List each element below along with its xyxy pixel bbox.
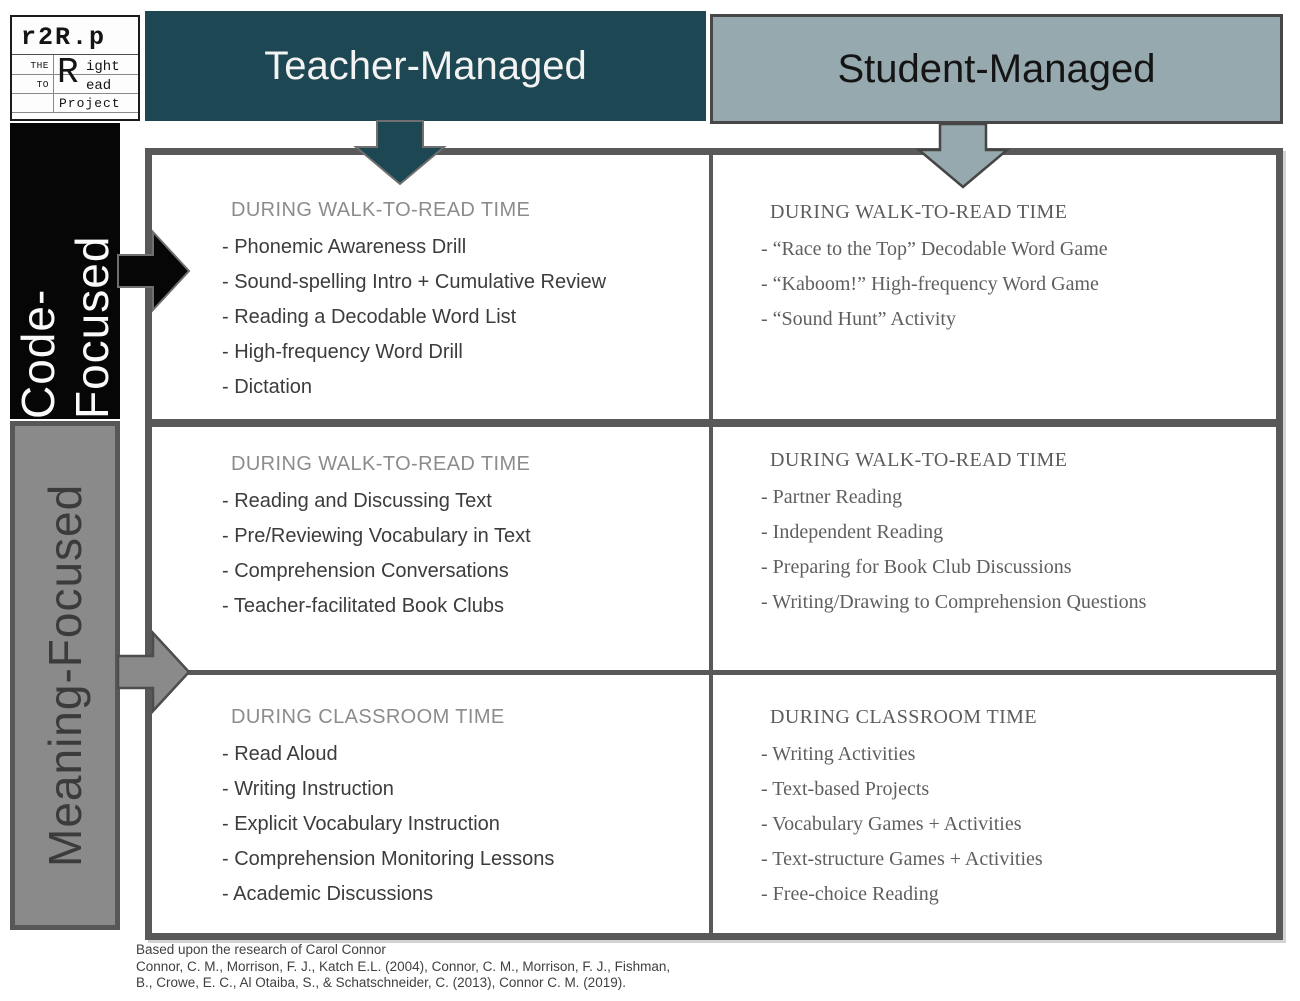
activity-list xyxy=(222,236,709,398)
meaning-right-arrow-icon xyxy=(117,625,191,719)
citation-line-2: Connor, C. M., Morrison, F. J., Katch E.L. (2004), Connor, C. M., Morrison, F. J., Fishman, xyxy=(136,958,671,974)
citation-line-1: Based upon the research of Carol Connor xyxy=(136,942,386,957)
cell-student-meaning-walk xyxy=(713,427,1276,670)
student-down-arrow-icon xyxy=(915,123,1011,189)
logo-big-r: R xyxy=(57,52,79,93)
activity-item: - Comprehension Monitoring Lessons xyxy=(222,848,555,870)
activity-item: - Dictation xyxy=(222,376,313,398)
grid-horizontal-divider-1 xyxy=(152,419,1276,427)
activity-item: - Writing/Drawing to Comprehension Questions xyxy=(761,591,1147,613)
activity-list xyxy=(222,490,709,617)
teacher-down-arrow-icon xyxy=(352,120,448,186)
column-header-student-managed xyxy=(710,14,1283,124)
column-header-label: Teacher-Managed xyxy=(264,43,587,88)
activity-item: - Sound-spelling Intro + Cumulative Review xyxy=(222,271,607,293)
logo-word-to: TO xyxy=(36,79,49,90)
citation-line-3: B., Crowe, E. C., Al Otaiba, S., & Schatschneider, C. (2013), Connor C. M. (2019). xyxy=(136,975,626,990)
cell-teacher-meaning-walk xyxy=(152,427,709,670)
logo-word-the: THE xyxy=(30,60,49,71)
activity-item: - Explicit Vocabulary Instruction xyxy=(222,813,500,835)
activity-item: - Teacher-facilitated Book Clubs xyxy=(222,595,504,617)
activity-item: - Writing Instruction xyxy=(222,778,394,800)
logo-word-project: Project xyxy=(59,96,121,111)
activity-list xyxy=(761,743,1276,905)
activity-item: - Text-structure Games + Activities xyxy=(761,848,1043,870)
activity-item: - Phonemic Awareness Drill xyxy=(222,236,467,258)
activity-item: - Comprehension Conversations xyxy=(222,560,509,582)
row-label-code-focused xyxy=(10,123,120,419)
activity-item: - Free-choice Reading xyxy=(761,883,939,905)
activity-list xyxy=(222,743,709,905)
citation xyxy=(136,942,670,992)
row-label-text: Meaning-Focused xyxy=(39,483,91,868)
activity-item: - Preparing for Book Club Discussions xyxy=(761,556,1072,578)
cell-student-classroom xyxy=(713,675,1276,933)
activity-item: - Pre/Reviewing Vocabulary in Text xyxy=(222,525,531,547)
logo-rule-line xyxy=(12,93,138,94)
cell-teacher-code xyxy=(152,155,709,419)
r2rp-logo xyxy=(10,15,140,121)
row-label-text: Code-Focused xyxy=(12,235,118,419)
activity-item: - Writing Activities xyxy=(761,743,916,765)
logo-divider-line xyxy=(53,55,54,112)
activity-item: - Independent Reading xyxy=(761,521,944,543)
cell-header: DURING WALK-TO-READ TIME xyxy=(770,201,1068,223)
code-right-arrow-icon xyxy=(117,224,191,318)
logo-card-body xyxy=(12,52,138,117)
logo-word-right: ight xyxy=(86,59,120,75)
activity-item: - Reading a Decodable Word List xyxy=(222,306,517,328)
cell-header: DURING CLASSROOM TIME xyxy=(231,706,505,728)
activity-item: - Vocabulary Games + Activities xyxy=(761,813,1022,835)
activity-item: - “Race to the Top” Decodable Word Game xyxy=(761,238,1108,260)
activity-item: - Partner Reading xyxy=(761,486,903,508)
matrix-grid xyxy=(145,148,1283,940)
activity-item: - Read Aloud xyxy=(222,743,338,765)
cell-header: DURING WALK-TO-READ TIME xyxy=(231,199,531,221)
activity-list xyxy=(761,486,1276,613)
row-label-meaning-focused xyxy=(10,421,120,930)
logo-rule-line xyxy=(12,112,138,113)
column-header-label: Student-Managed xyxy=(837,46,1156,91)
cell-student-code xyxy=(713,155,1276,419)
logo-word-read: ead xyxy=(86,78,112,94)
activity-item: - Academic Discussions xyxy=(222,883,434,905)
activity-item: - “Sound Hunt” Activity xyxy=(761,308,956,330)
column-header-teacher-managed xyxy=(145,11,706,121)
cell-teacher-classroom xyxy=(152,675,709,933)
cell-header: DURING WALK-TO-READ TIME xyxy=(231,453,531,475)
activity-item: - “Kaboom!” High-frequency Word Game xyxy=(761,273,1099,295)
cell-header: DURING CLASSROOM TIME xyxy=(770,706,1037,728)
activity-item: - High-frequency Word Drill xyxy=(222,341,463,363)
activity-list xyxy=(761,238,1276,330)
activity-item: - Text-based Projects xyxy=(761,778,930,800)
cell-header: DURING WALK-TO-READ TIME xyxy=(770,449,1068,471)
activity-item: - Reading and Discussing Text xyxy=(222,490,492,512)
logo-abbreviation: r2R.p xyxy=(12,17,138,55)
